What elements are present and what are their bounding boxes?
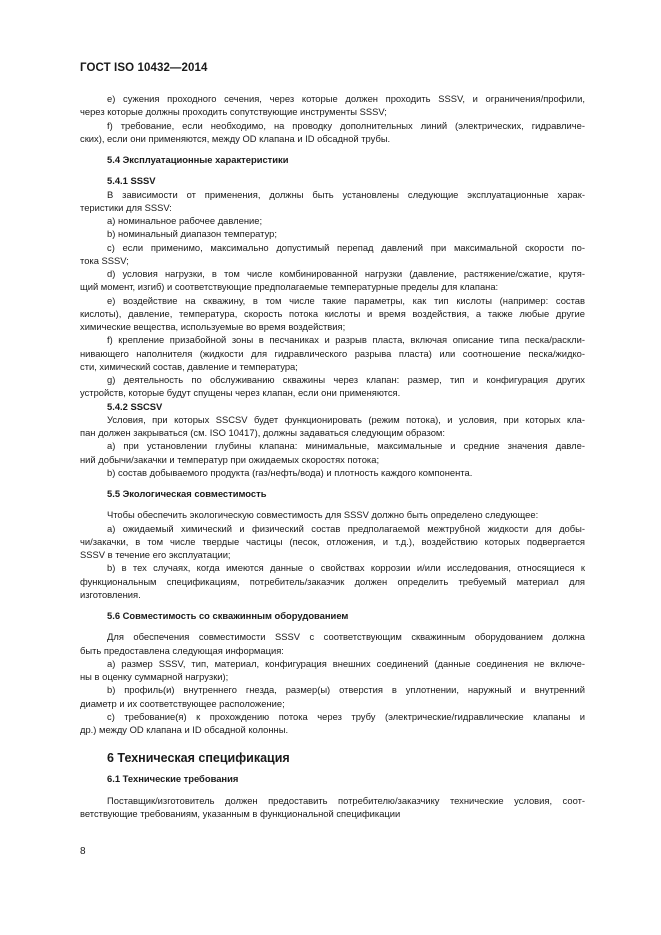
section-heading-6-1: 6.1 Технические требования (107, 773, 239, 785)
list-item-cont: ний добычи/закачки и температур при ожидаемых скоростях потока; (80, 453, 380, 465)
paragraph: Условия, при которых SSCSV будет функционировать (режим потока), и условия, при которых кла- (107, 413, 585, 425)
list-item-cont: функциональным спецификациям, потребитель/заказчик должен определить требуемый материал для (80, 575, 585, 587)
paragraph: В зависимости от применения, должны быть установлены следующие эксплуатационные харак- (107, 188, 585, 200)
list-item-cont: диаметр и их соответствующее расположение; (80, 697, 285, 709)
paragraph: Чтобы обеспечить экологическую совместимость для SSSV должно быть определено следующее: (107, 509, 539, 521)
list-item-f-cont: ских), если они применяются, между OD клапана и ID обсадной трубы. (80, 132, 391, 144)
list-item: b) профиль(и) внутреннего гнезда, размер(ы) отверстия в уплотнении, наружный и внутренний (107, 684, 585, 696)
list-item: f) крепление призабойной зоны в песчаниках и разрыв пласта, включая описание типа песка/раскли- (107, 334, 585, 346)
list-item: a) номинальное рабочее давление; (107, 215, 263, 226)
list-item-cont: химические вещества, используемые во время воздействия; (80, 321, 346, 332)
list-item: a) ожидаемый химический и физический состав предполагаемой межтрубной жидкости для добы- (107, 522, 585, 534)
section-heading-5-4: 5.4 Эксплуатационные характеристики (107, 154, 289, 165)
paragraph: Поставщик/изготовитель должен предоставить потребителю/заказчику технические условия, соот- (107, 794, 585, 806)
list-item-cont: ны в оценку суммарной нагрузки); (80, 671, 229, 682)
chapter-heading-6: 6 Техническая спецификация (107, 751, 290, 766)
list-item: g) деятельность по обслуживанию скважины через клапан: размер, тип и конфигурация других (107, 374, 585, 385)
list-item-cont: сти, химический состав, давление и температура; (80, 360, 298, 372)
list-item: b) в тех случаях, когда имеются данные о свойствах коррозии и/или исследования, относящиеся к (107, 562, 585, 574)
list-item: d) условия нагрузки, в том числе комбинированной нагрузки (давление, растяжение/сжатие, крутя- (107, 268, 585, 279)
list-item: a) размер SSSV, тип, материал, конфигурация внешних соединений (данные соединения не включе- (107, 657, 585, 669)
list-item: a) при установлении глубины клапана: минимальные, максимальные и средние значения давле- (107, 440, 585, 452)
list-item-cont: SSSV в течение его эксплуатации; (80, 549, 231, 560)
document-header: ГОСТ ISO 10432—2014 (80, 62, 208, 74)
list-item-e-cont: через которые должны проходить сопутствующие инструменты SSSV; (80, 106, 387, 118)
list-item: b) состав добываемого продукта (газ/нефть/вода) и плотность каждого компонента. (107, 466, 473, 478)
section-heading-5-4-2: 5.4.2 SSCSV (107, 400, 163, 412)
page-number: 8 (80, 846, 86, 857)
list-item-e: e) сужения проходного сечения, через которые должен проходить SSSV, и ограничения/профили, (107, 93, 585, 104)
list-item-cont: нивающего наполнителя (жидкости для гидравлического разрыва пласта) или соотношение песка/жидко- (80, 347, 585, 359)
list-item: b) номинальный диапазон температур; (107, 228, 277, 240)
list-item-cont: щий момент, изгиб) и соответствующие предполагаемые температурные пределы для клапана: (80, 281, 499, 293)
list-item-cont: др.) между OD клапана и ID обсадной колонны. (80, 724, 289, 735)
paragraph-cont: ветствующие требованиям, указанным в функциональной спецификации (80, 807, 401, 819)
paragraph-cont: быть предоставлена следующая информация: (80, 644, 284, 656)
section-heading-5-4-1: 5.4.1 SSSV (107, 175, 156, 187)
list-item-cont: тока SSSV; (80, 254, 129, 266)
list-item-cont: кислоты), давление, температура, скорость потока кислоты и время воздействия, а также любые другие (80, 307, 585, 319)
list-item-cont: чи/закачки, в том числе твердые частицы (песок, отложения, и т.д.), воздействию которых подвергается (80, 535, 585, 547)
list-item: c) если применимо, максимально допустимый перепад давлений при максимальной скорости по- (107, 241, 585, 253)
list-item: c) требование(я) к прохождению потока через трубу (электрические/гидравлические клапаны и (107, 710, 585, 722)
section-heading-5-6: 5.6 Совместимость со скважинным оборудованием (107, 610, 349, 621)
document-body (80, 92, 585, 820)
list-item-f: f) требование, если необходимо, на проводку дополнительных линий (электрических, гидравличе- (107, 119, 585, 131)
list-item-cont: устройств, которые будут спущены через клапан, если они применяются. (80, 387, 401, 399)
paragraph: Для обеспечения совместимости SSSV с соответствующим скважинным оборудованием должна (107, 631, 585, 643)
list-item-cont: изготовления. (80, 588, 141, 600)
list-item: e) воздействие на скважину, в том числе такие параметры, как тип кислоты (например: состав (107, 294, 585, 306)
paragraph-cont: теристики для SSSV: (80, 201, 172, 213)
paragraph-cont: пан должен закрываться (см. ISO 10417), должны задаваться следующим образом: (80, 427, 445, 438)
section-heading-5-5: 5.5 Экологическая совместимость (107, 488, 267, 499)
